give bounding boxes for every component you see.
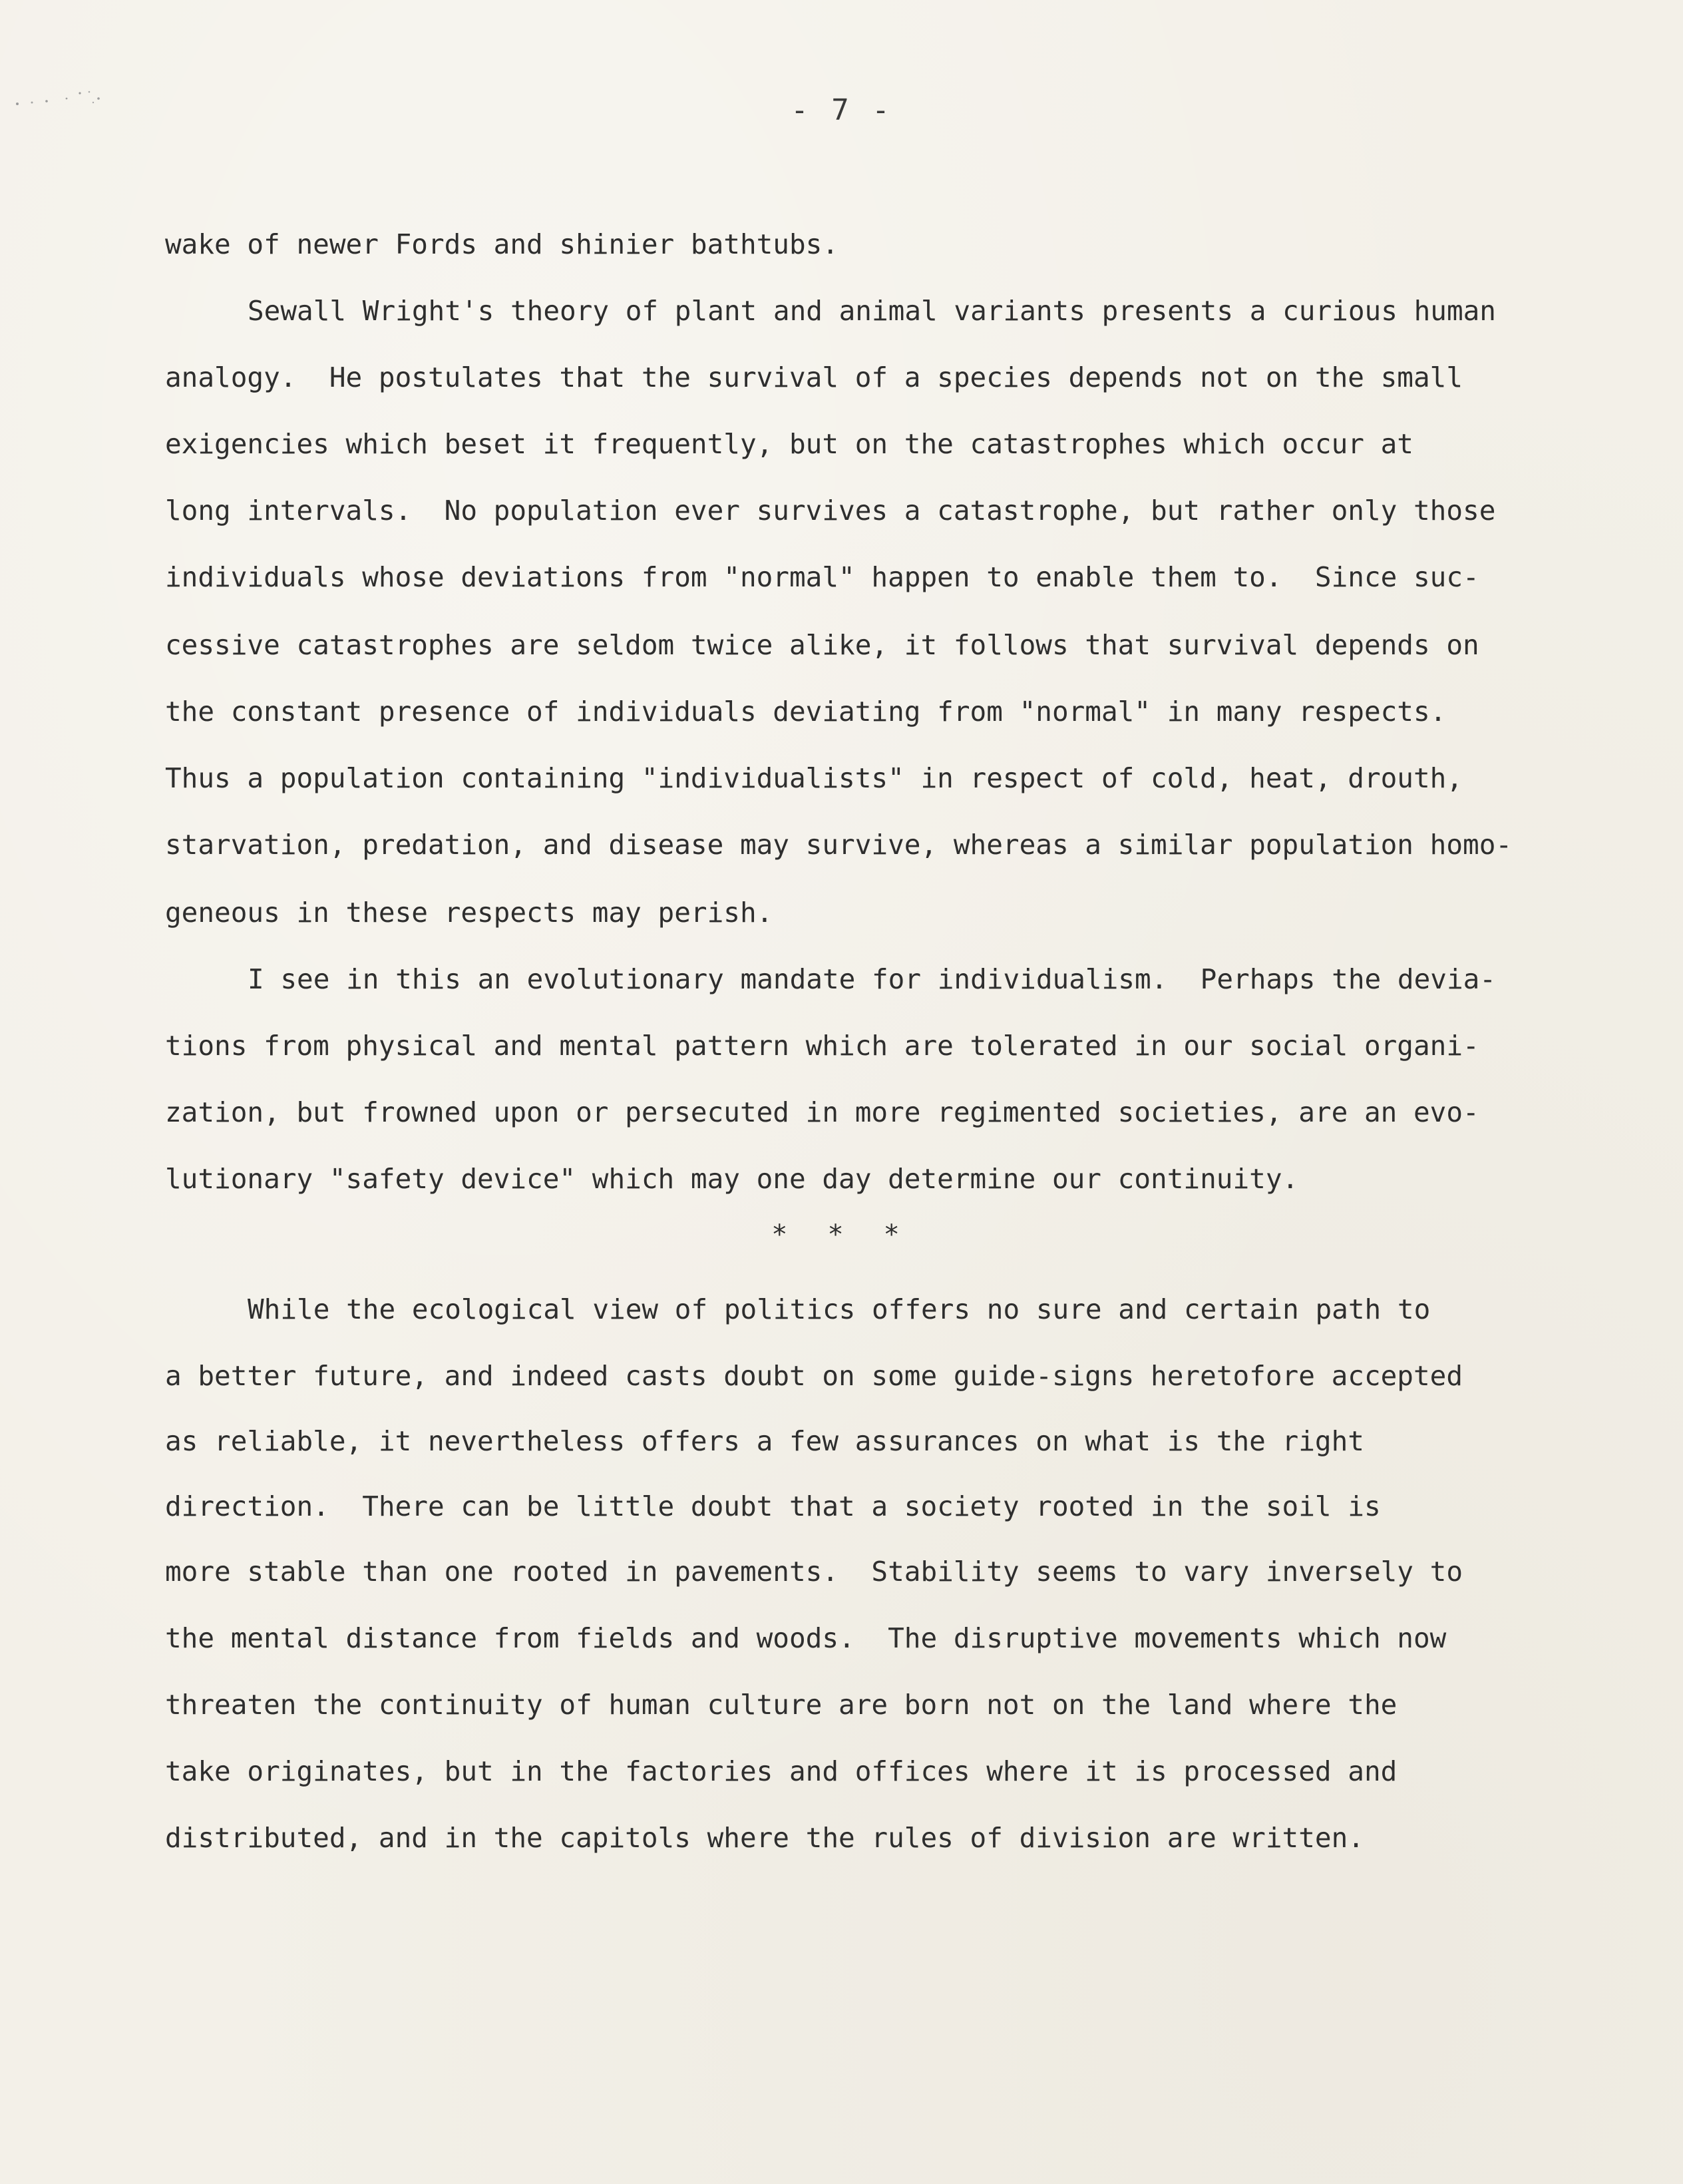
paragraph-2-line-4: long intervals. No population ever survives a catastrophe, but rather only those (165, 495, 1496, 527)
paragraph-2-line-3: exigencies which beset it frequently, but on the catastrophes which occur at (165, 428, 1413, 460)
paragraph-2-line-10: geneous in these respects may perish. (165, 897, 773, 929)
paragraph-2-line-2: analogy. He postulates that the survival of a species depends not on the small (165, 361, 1463, 393)
paragraph-2-line-7: the constant presence of individuals deviating from "normal" in many respects. (165, 696, 1447, 728)
paragraph-2-line-8: Thus a population containing "individualists" in respect of cold, heat, drouth, (165, 762, 1463, 794)
paragraph-4-line-4: direction. There can be little doubt that a society rooted in the soil is (165, 1490, 1381, 1522)
paragraph-4-line-6: the mental distance from fields and woods. The disruptive movements which now (165, 1622, 1447, 1654)
paragraph-2-line-5: individuals whose deviations from "normal" happen to enable them to. Since suc- (165, 561, 1479, 593)
paragraph-2-line-9: starvation, predation, and disease may survive, whereas a similar population homo- (165, 829, 1513, 861)
paragraph-4-line-1: While the ecological view of politics offers no sure and certain path to (248, 1293, 1431, 1325)
paragraph-3-line-1: I see in this an evolutionary mandate for individualism. Perhaps the devia- (248, 963, 1496, 995)
paragraph-4-line-8: take originates, but in the factories and offices where it is processed and (165, 1755, 1398, 1787)
paragraph-4-line-9: distributed, and in the capitols where the rules of division are written. (165, 1822, 1364, 1854)
paragraph-2-line-1: Sewall Wright's theory of plant and animal variants presents a curious human (248, 295, 1496, 327)
section-divider: * * * (771, 1219, 912, 1250)
paragraph-3-line-2: tions from physical and mental pattern which are tolerated in our social organi- (165, 1030, 1479, 1062)
paragraph-3-line-4: lutionary "safety device" which may one day determine our continuity. (165, 1163, 1299, 1195)
page-number: - 7 - (791, 93, 892, 127)
paragraph-4-line-3: as reliable, it nevertheless offers a few assurances on what is the right (165, 1425, 1364, 1457)
paragraph-2-line-6: cessive catastrophes are seldom twice alike, it follows that survival depends on (165, 629, 1479, 661)
paragraph-4-line-7: threaten the continuity of human culture are born not on the land where the (165, 1689, 1398, 1721)
paragraph-4-line-5: more stable than one rooted in pavements. Stability seems to vary inversely to (165, 1556, 1463, 1588)
paragraph-4-line-2: a better future, and indeed casts doubt on some guide-signs heretofore accepted (165, 1360, 1463, 1392)
paragraph-3-line-3: zation, but frowned upon or persecuted in more regimented societies, are an evo- (165, 1096, 1479, 1128)
paragraph-1-line-1: wake of newer Fords and shinier bathtubs. (165, 228, 839, 260)
